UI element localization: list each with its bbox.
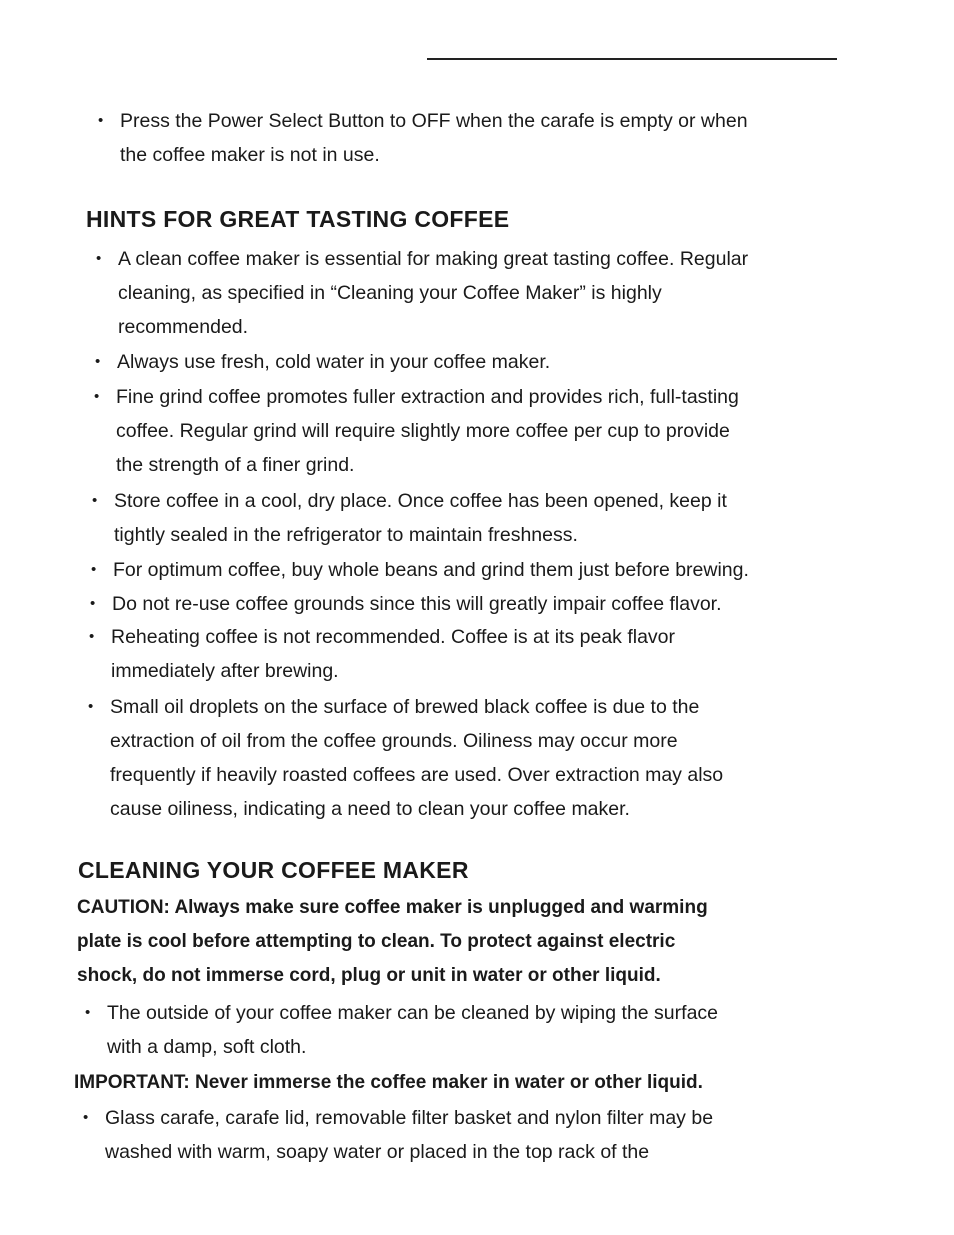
hint-item (89, 620, 676, 688)
bullet-power-off (98, 104, 748, 172)
text-line: coffee. Regular grind will require slightly more coffee per cup to provide (116, 420, 730, 442)
cleaning-heading: CLEANING YOUR COFFEE MAKER (78, 857, 469, 883)
text-line: with a damp, soft cloth. (107, 1036, 307, 1058)
top-rule (427, 58, 837, 60)
bullet-dot: • (83, 1109, 89, 1126)
cleaning-bullet (85, 996, 719, 1064)
bullet-dot: • (88, 698, 94, 715)
hint-item (95, 345, 551, 379)
text-line: Fine grind coffee promotes fuller extraction and provides rich, full-tasting (116, 386, 739, 408)
text-line: immediately after brewing. (111, 660, 339, 682)
text-line: washed with warm, soapy water or placed in the top rack of the (105, 1141, 650, 1163)
text-line: Reheating coffee is not recommended. Coffee is at its peak flavor (111, 626, 676, 648)
text-line: tightly sealed in the refrigerator to maintain freshness. (114, 524, 578, 546)
text-line: Small oil droplets on the surface of brewed black coffee is due to the (110, 696, 700, 718)
caution-paragraph (77, 891, 708, 993)
hint-item (94, 380, 739, 482)
text-line: recommended. (118, 316, 249, 338)
text-line: extraction of oil from the coffee grounds. Oiliness may occur more (110, 730, 678, 752)
text-line: Store coffee in a cool, dry place. Once coffee has been opened, keep it (114, 490, 727, 512)
text-line: A clean coffee maker is essential for making great tasting coffee. Regular (118, 248, 749, 270)
hint-item (92, 484, 727, 552)
text-line: plate is cool before attempting to clean. To protect against electric (77, 931, 676, 952)
text-line: Always use fresh, cold water in your coffee maker. (117, 351, 551, 373)
bullet-dot: • (85, 1004, 91, 1021)
hints-heading: HINTS FOR GREAT TASTING COFFEE (86, 206, 510, 232)
cleaning-bullet (83, 1101, 714, 1169)
hint-item (88, 690, 724, 826)
hint-item (96, 242, 749, 344)
bullet-dot: • (96, 250, 102, 267)
text-line: the strength of a finer grind. (116, 454, 355, 476)
important-note: IMPORTANT: Never immerse the coffee maker in water or other liquid. (74, 1072, 703, 1093)
text-line: frequently if heavily roasted coffees are used. Over extraction may also (110, 764, 724, 786)
text-line: cleaning, as specified in “Cleaning your Coffee Maker” is highly (118, 282, 662, 304)
text-line: Glass carafe, carafe lid, removable filter basket and nylon filter may be (105, 1107, 714, 1129)
bullet-dot: • (95, 353, 101, 370)
bullet-dot: • (98, 112, 104, 129)
bullet-dot: • (92, 492, 98, 509)
text-line: Press the Power Select Button to OFF when the carafe is empty or when (120, 110, 748, 132)
text-line: the coffee maker is not in use. (120, 144, 380, 166)
text-line: cause oiliness, indicating a need to clean your coffee maker. (110, 798, 630, 820)
text-line: The outside of your coffee maker can be cleaned by wiping the surface (107, 1002, 719, 1024)
bullet-dot: • (90, 595, 96, 612)
bullet-dot: • (94, 388, 100, 405)
hint-item (90, 587, 722, 621)
bullet-dot: • (89, 628, 95, 645)
text-line: For optimum coffee, buy whole beans and grind them just before brewing. (113, 559, 749, 581)
bullet-dot: • (91, 561, 97, 578)
text-line: Do not re-use coffee grounds since this will greatly impair coffee flavor. (112, 593, 722, 615)
text-line: CAUTION: Always make sure coffee maker is unplugged and warming (77, 897, 708, 918)
text-line: shock, do not immerse cord, plug or unit in water or other liquid. (77, 965, 661, 986)
hint-item (91, 553, 749, 587)
